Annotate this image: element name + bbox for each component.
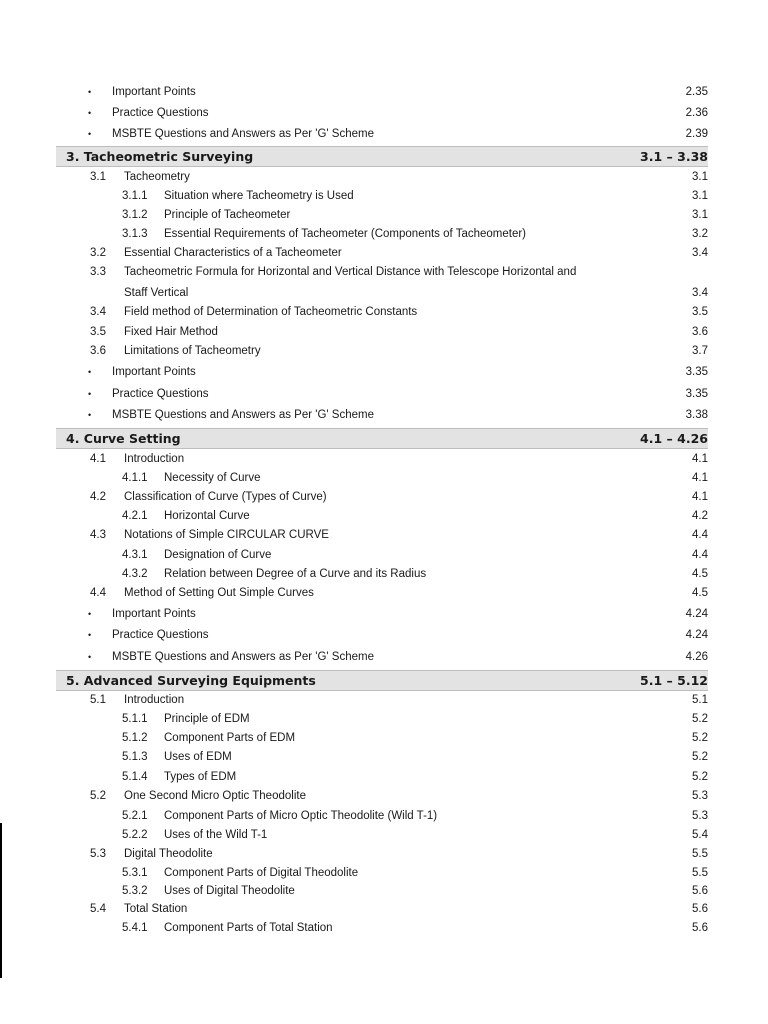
- entry-title: MSBTE Questions and Answers as Per 'G' Scheme: [112, 128, 374, 140]
- entry-title: Method of Setting Out Simple Curves: [124, 587, 314, 599]
- chapter-title: 3. Tacheometric Surveying: [66, 149, 254, 164]
- entry-number: 5.3.2: [122, 885, 148, 897]
- entry-number: 3.1.2: [122, 209, 148, 221]
- entry-title: Component Parts of Total Station: [164, 922, 333, 934]
- entry-page: 3.35: [685, 366, 708, 378]
- entry-number: 4.1.1: [122, 472, 148, 484]
- entry-number: 4.3.2: [122, 568, 148, 580]
- toc-section-row: [0, 900, 768, 919]
- entry-page: 4.1: [692, 453, 708, 465]
- entry-number: 4.4: [90, 587, 106, 599]
- entry-page: 4.4: [692, 549, 708, 561]
- toc-subsection-row: [0, 225, 768, 244]
- entry-number: 3.1.3: [122, 228, 148, 240]
- chapter-header: [56, 146, 708, 167]
- entry-page: 3.2: [692, 228, 708, 240]
- entry-page: 3.38: [685, 409, 708, 421]
- toc-subsection-row: [0, 882, 768, 901]
- toc-section-row: [0, 263, 768, 282]
- entry-page: 4.24: [685, 629, 708, 641]
- entry-page: 5.6: [692, 903, 708, 915]
- entry-title: Practice Questions: [112, 388, 209, 400]
- toc-bullet-row: [0, 363, 768, 382]
- bullet-icon: •: [88, 367, 92, 377]
- entry-page: 3.5: [692, 306, 708, 318]
- toc-section-row: [0, 584, 768, 603]
- toc-subsection-row: [0, 729, 768, 748]
- entry-number: 5.3.1: [122, 867, 148, 879]
- entry-title: Limitations of Tacheometry: [124, 345, 261, 357]
- bullet-icon: •: [88, 609, 92, 619]
- toc-subsection-row: [0, 919, 768, 938]
- toc-bullet-row: [0, 648, 768, 667]
- entry-page: 4.1: [692, 491, 708, 503]
- bullet-icon: •: [88, 389, 92, 399]
- entry-page: 5.2: [692, 751, 708, 763]
- entry-title: Types of EDM: [164, 771, 237, 783]
- toc-section-row: [0, 450, 768, 469]
- entry-number: 5.1: [90, 694, 106, 706]
- entry-number: 5.1.2: [122, 732, 148, 744]
- entry-number: 3.6: [90, 345, 106, 357]
- entry-title: MSBTE Questions and Answers as Per 'G' Scheme: [112, 651, 374, 663]
- entry-title: Principle of EDM: [164, 713, 250, 725]
- chapter-page-range: 3.1 – 3.38: [640, 149, 708, 164]
- entry-title: Necessity of Curve: [164, 472, 261, 484]
- entry-title: Designation of Curve: [164, 549, 272, 561]
- entry-title: Uses of Digital Theodolite: [164, 885, 295, 897]
- entry-page: 2.39: [685, 128, 708, 140]
- entry-page: 4.24: [685, 608, 708, 620]
- entry-page: 5.2: [692, 732, 708, 744]
- entry-page: 3.35: [685, 388, 708, 400]
- entry-title: Horizontal Curve: [164, 510, 250, 522]
- toc-subsection-row: [0, 710, 768, 729]
- toc-subsection-row: [0, 565, 768, 584]
- toc-subsection-row: [0, 826, 768, 845]
- chapter-title: 4. Curve Setting: [66, 431, 181, 446]
- bullet-icon: •: [88, 652, 92, 662]
- entry-title: Fixed Hair Method: [124, 326, 218, 338]
- entry-number: 5.2.2: [122, 829, 148, 841]
- entry-number: 5.2.1: [122, 810, 148, 822]
- chapter-header: [56, 670, 708, 691]
- bullet-icon: •: [88, 87, 92, 97]
- entry-number: 3.3: [90, 266, 106, 278]
- entry-number: 4.3.1: [122, 549, 148, 561]
- entry-page: 5.1: [692, 694, 708, 706]
- chapter-page-range: 5.1 – 5.12: [640, 673, 708, 688]
- entry-number: 5.1.3: [122, 751, 148, 763]
- entry-page: 5.6: [692, 885, 708, 897]
- toc-bullet-row: [0, 83, 768, 102]
- entry-page: 5.5: [692, 848, 708, 860]
- entry-title: Notations of Simple CIRCULAR CURVE: [124, 529, 329, 541]
- entry-title: Field method of Determination of Tacheometric Constants: [124, 306, 418, 318]
- toc-bullet-row: [0, 385, 768, 404]
- toc-bullet-row: [0, 605, 768, 624]
- entry-title: Introduction: [124, 694, 185, 706]
- entry-number: 5.1.1: [122, 713, 148, 725]
- entry-page: 2.35: [685, 86, 708, 98]
- entry-number: 5.4: [90, 903, 106, 915]
- entry-page: 4.5: [692, 568, 708, 580]
- entry-title: Total Station: [124, 903, 188, 915]
- entry-title: Important Points: [112, 608, 196, 620]
- entry-number: 4.1: [90, 453, 106, 465]
- toc-subsection-row: [0, 206, 768, 225]
- entry-number: 5.4.1: [122, 922, 148, 934]
- entry-number: 4.2: [90, 491, 106, 503]
- entry-title: Digital Theodolite: [124, 848, 213, 860]
- entry-number: 4.3: [90, 529, 106, 541]
- toc-section-row: [0, 323, 768, 342]
- toc-section-row: [0, 526, 768, 545]
- entry-title: Introduction: [124, 453, 185, 465]
- chapter-header: [56, 428, 708, 449]
- entry-title: Situation where Tacheometry is Used: [164, 190, 354, 202]
- entry-number: 3.1: [90, 171, 106, 183]
- toc-section-row: [0, 342, 768, 361]
- entry-title: Important Points: [112, 86, 196, 98]
- entry-page: 5.4: [692, 829, 708, 841]
- entry-number: 5.2: [90, 790, 106, 802]
- entry-title: Component Parts of Digital Theodolite: [164, 867, 359, 879]
- page-edge-line: [0, 823, 2, 978]
- toc-subsection-row: [0, 187, 768, 206]
- bullet-icon: •: [88, 108, 92, 118]
- toc-section-row: [0, 168, 768, 187]
- toc-bullet-row: [0, 406, 768, 425]
- bullet-icon: •: [88, 129, 92, 139]
- toc-subsection-row: [0, 864, 768, 883]
- toc-subsection-row: [0, 507, 768, 526]
- entry-page: 3.1: [692, 209, 708, 221]
- entry-number: 5.1.4: [122, 771, 148, 783]
- entry-title: Uses of the Wild T-1: [164, 829, 268, 841]
- entry-page: 3.7: [692, 345, 708, 357]
- chapter-title: 5. Advanced Surveying Equipments: [66, 673, 316, 688]
- entry-title: Tacheometric Formula for Horizontal and Vertical Distance with Telescope Horizontal and: [124, 266, 577, 278]
- entry-title: Principle of Tacheometer: [164, 209, 291, 221]
- toc-section-row: [0, 284, 768, 303]
- entry-title: MSBTE Questions and Answers as Per 'G' Scheme: [112, 409, 374, 421]
- entry-page: 5.5: [692, 867, 708, 879]
- entry-title: Important Points: [112, 366, 196, 378]
- bullet-icon: •: [88, 410, 92, 420]
- entry-number: 3.5: [90, 326, 106, 338]
- entry-page: 5.3: [692, 790, 708, 802]
- entry-title: Essential Characteristics of a Tacheometer: [124, 247, 342, 259]
- entry-number: 3.2: [90, 247, 106, 259]
- entry-title: Relation between Degree of a Curve and its Radius: [164, 568, 427, 580]
- toc-section-row: [0, 787, 768, 806]
- entry-title: Classification of Curve (Types of Curve): [124, 491, 327, 503]
- entry-page: 4.1: [692, 472, 708, 484]
- entry-number: 3.1.1: [122, 190, 148, 202]
- toc-section-row: [0, 691, 768, 710]
- entry-number: 4.2.1: [122, 510, 148, 522]
- entry-page: 4.4: [692, 529, 708, 541]
- toc-section-row: [0, 488, 768, 507]
- entry-page: 3.4: [692, 247, 708, 259]
- toc-section-row: [0, 244, 768, 263]
- toc-bullet-row: [0, 125, 768, 144]
- entry-title: Essential Requirements of Tacheometer (Components of Tacheometer): [164, 228, 527, 240]
- entry-number: 5.3: [90, 848, 106, 860]
- entry-page: 4.5: [692, 587, 708, 599]
- entry-page: 5.6: [692, 922, 708, 934]
- entry-page: 2.36: [685, 107, 708, 119]
- toc-bullet-row: [0, 104, 768, 123]
- entry-page: 3.1: [692, 190, 708, 202]
- toc-bullet-row: [0, 626, 768, 645]
- entry-title: Tacheometry: [124, 171, 190, 183]
- toc-subsection-row: [0, 469, 768, 488]
- entry-title: One Second Micro Optic Theodolite: [124, 790, 306, 802]
- toc-section-row: [0, 845, 768, 864]
- entry-title: Component Parts of EDM: [164, 732, 296, 744]
- entry-title: Staff Vertical: [124, 287, 189, 299]
- entry-page: 5.2: [692, 713, 708, 725]
- entry-page: 5.3: [692, 810, 708, 822]
- toc-subsection-row: [0, 748, 768, 767]
- entry-page: 4.26: [685, 651, 708, 663]
- entry-title: Uses of EDM: [164, 751, 232, 763]
- entry-title: Practice Questions: [112, 107, 209, 119]
- toc-subsection-row: [0, 768, 768, 787]
- toc-section-row: [0, 303, 768, 322]
- entry-page: 4.2: [692, 510, 708, 522]
- entry-number: 3.4: [90, 306, 106, 318]
- entry-page: 3.1: [692, 171, 708, 183]
- toc-subsection-row: [0, 546, 768, 565]
- chapter-page-range: 4.1 – 4.26: [640, 431, 708, 446]
- entry-title: Practice Questions: [112, 629, 209, 641]
- toc-subsection-row: [0, 807, 768, 826]
- entry-page: 5.2: [692, 771, 708, 783]
- entry-title: Component Parts of Micro Optic Theodolite (Wild T-1): [164, 810, 438, 822]
- bullet-icon: •: [88, 630, 92, 640]
- entry-page: 3.6: [692, 326, 708, 338]
- entry-page: 3.4: [692, 287, 708, 299]
